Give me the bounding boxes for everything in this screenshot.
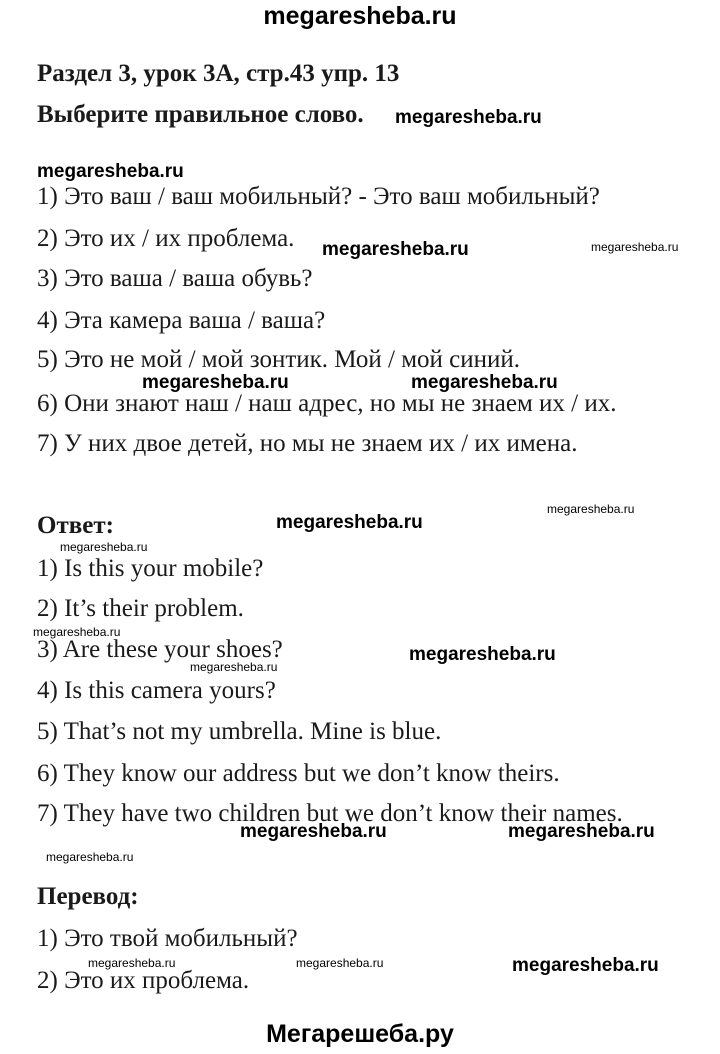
answer-item-1: 1) Is this your mobile? <box>37 555 264 582</box>
watermark: megaresheba.ru <box>276 512 423 533</box>
watermark: megaresheba.ru <box>395 107 542 128</box>
site-footer: Мегарешеба.ру <box>266 1020 454 1048</box>
watermark: megaresheba.ru <box>142 372 289 393</box>
watermark: megaresheba.ru <box>322 239 469 260</box>
answer-item-4: 4) Is this camera yours? <box>37 677 276 704</box>
watermark: megaresheba.ru <box>190 660 278 674</box>
exercise-item-6: 6) Они знают наш / наш адрес, но мы не знаем их / их. <box>37 390 617 417</box>
site-header: megaresheba.ru <box>263 2 457 30</box>
watermark: megaresheba.ru <box>512 955 659 976</box>
answer-item-3: 3) Are these your shoes? <box>37 636 283 663</box>
watermark: megaresheba.ru <box>240 821 387 842</box>
watermark: megaresheba.ru <box>88 956 176 970</box>
answer-item-7: 7) They have two children but we don’t know their names. <box>37 800 623 827</box>
watermark: megaresheba.ru <box>508 821 655 842</box>
answer-item-2: 2) It’s their problem. <box>37 595 244 622</box>
watermark: megaresheba.ru <box>591 240 679 254</box>
watermark: megaresheba.ru <box>33 625 121 639</box>
exercise-item-1: 1) Это ваш / ваш мобильный? - Это ваш мобильный? <box>37 183 600 210</box>
exercise-item-5: 5) Это не мой / мой зонтик. Мой / мой синий. <box>37 346 521 373</box>
watermark: megaresheba.ru <box>547 502 635 516</box>
translation-heading: Перевод: <box>37 883 139 910</box>
answer-heading: Ответ: <box>37 512 114 539</box>
exercise-item-2: 2) Это их / их проблема. <box>37 225 295 252</box>
watermark: megaresheba.ru <box>296 956 384 970</box>
exercise-item-3: 3) Это ваша / ваша обувь? <box>37 265 313 292</box>
answer-item-6: 6) They know our address but we don’t know theirs. <box>37 760 560 787</box>
exercise-title: Раздел 3, урок 3А, стр.43 упр. 13 <box>37 60 400 87</box>
watermark: megaresheba.ru <box>37 161 184 182</box>
exercise-item-4: 4) Эта камера ваша / ваша? <box>37 307 326 334</box>
translation-item-1: 1) Это твой мобильный? <box>37 925 298 952</box>
exercise-instruction: Выберите правильное слово. <box>37 101 364 128</box>
watermark: megaresheba.ru <box>409 644 556 665</box>
translation-item-2: 2) Это их проблема. <box>37 967 250 994</box>
answer-item-5: 5) That’s not my umbrella. Mine is blue. <box>37 718 442 745</box>
watermark: megaresheba.ru <box>411 372 558 393</box>
watermark: megaresheba.ru <box>60 540 148 554</box>
watermark: megaresheba.ru <box>46 850 134 864</box>
exercise-item-7: 7) У них двое детей, но мы не знаем их / их имена. <box>37 430 578 457</box>
